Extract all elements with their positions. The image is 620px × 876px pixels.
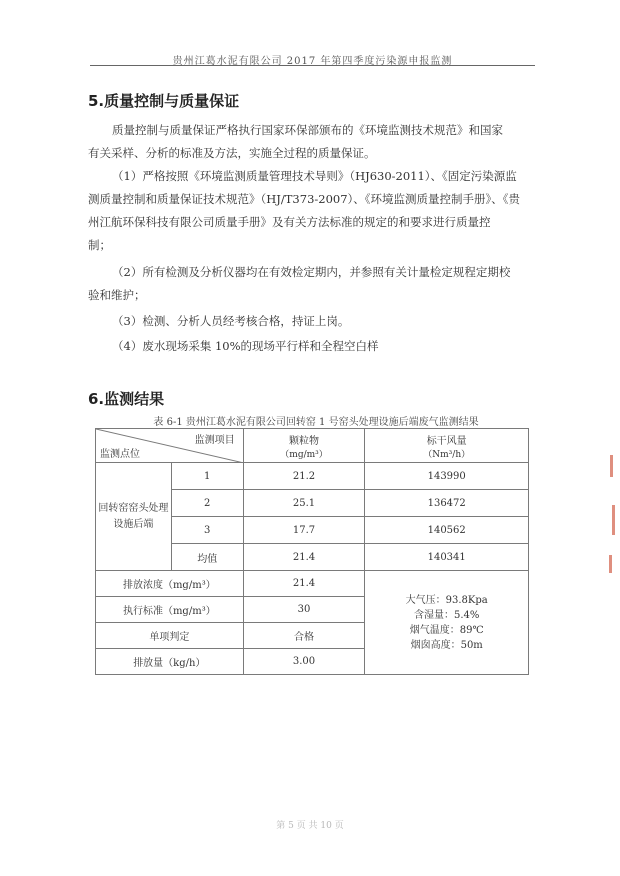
note-line: 含湿量：5.4% [413,609,480,621]
emission-rate-value: 3.00 [243,649,365,675]
standard-label: 执行标准（mg/m³） [96,597,244,623]
standard-value: 30 [243,597,365,623]
particulate-unit: （mg/m³） [280,449,328,460]
corner-monitoring-point: 监测点位 [100,449,140,460]
note-line: 烟气温度：89℃ [409,624,484,636]
particulate-value: 21.2 [243,463,365,490]
airflow-unit: （Nm³/h） [423,449,471,460]
monitoring-results-table [95,428,529,675]
table-caption: 表 6-1 贵州江葛水泥有限公司回转窑 1 号窑头处理设施后端废气监测结果 [153,417,479,428]
particulate-value: 25.1 [243,490,365,517]
quality-item-2-line1: （2）所有检测及分析仪器均在有效检定期内，并参照有关计量检定规程定期校 [112,265,511,279]
table-corner-cell [96,429,244,463]
airflow-value: 140562 [365,517,529,544]
airflow-value: 140341 [365,544,529,571]
judgement-label: 单项判定 [96,623,244,649]
quality-item-1-line2: 测质量控制和质量保证技术规范》（HJ/T373-2007）、《环境监测质量控制手册》、《贵 [88,192,521,206]
table-row [96,463,529,490]
particulate-label: 颗粒物 [289,435,320,447]
corner-monitoring-item: 监测项目 [194,435,235,446]
quality-item-1-line4: 制； [88,238,111,252]
particulate-value: 21.4 [243,544,365,571]
conditions-notes [365,571,529,675]
section-5-intro-line1: 质量控制与质量保证严格执行国家环保部颁布的《环境监测技术规范》和国家 [112,123,503,137]
quality-item-1-line1: （1）严格按照《环境监测质量管理技术导则》（HJ630-2011）、《固定污染源监 [112,169,517,183]
section-5-intro-line2: 有关采样、分析的标准及方法，实施全过程的质量保证。 [88,146,376,160]
airflow-value: 143990 [365,463,529,490]
quality-item-3: （3）检测、分析人员经考核合格，持证上岗。 [112,314,350,328]
quality-item-4: （4）废水现场采集 10%的现场平行样和全程空白样 [112,339,379,353]
table-row [96,571,529,597]
seal-edge-mark [610,455,613,477]
seal-edge-mark [612,505,615,535]
emission-rate-label: 排放量（kg/h） [96,649,244,675]
note-line: 烟囱高度：50m [410,639,483,651]
col-header-particulate [243,429,365,463]
table-header-row [96,429,529,463]
sample-label: 3 [171,517,243,544]
header-rule [90,65,535,66]
sample-label: 均值 [171,544,243,571]
airflow-value: 136472 [365,490,529,517]
emission-concentration-label: 排放浓度（mg/m³） [96,571,244,597]
header-title: 贵州江葛水泥有限公司 2017 年第四季度污染源申报监测 [172,56,453,67]
section-6-heading: 6.监测结果 [88,390,165,408]
seal-edge-mark [609,555,612,573]
page-number: 第 5 页 共 10 页 [276,821,344,831]
emission-concentration-value: 21.4 [243,571,365,597]
section-5-heading: 5.质量控制与质量保证 [88,92,240,110]
judgement-value: 合格 [243,623,365,649]
quality-item-2-line2: 验和维护； [88,288,146,302]
quality-item-1-line3: 州江航环保科技有限公司质量手册》及有关方法标准的规定的和要求进行质量控 [88,215,491,229]
note-line: 大气压：93.8Kpa [405,594,488,606]
sample-label: 2 [171,490,243,517]
col-header-airflow [365,429,529,463]
location-cell: 回转窑窑头处理设施后端 [96,463,172,571]
airflow-label: 标干风量 [426,435,467,447]
sample-label: 1 [171,463,243,490]
particulate-value: 17.7 [243,517,365,544]
